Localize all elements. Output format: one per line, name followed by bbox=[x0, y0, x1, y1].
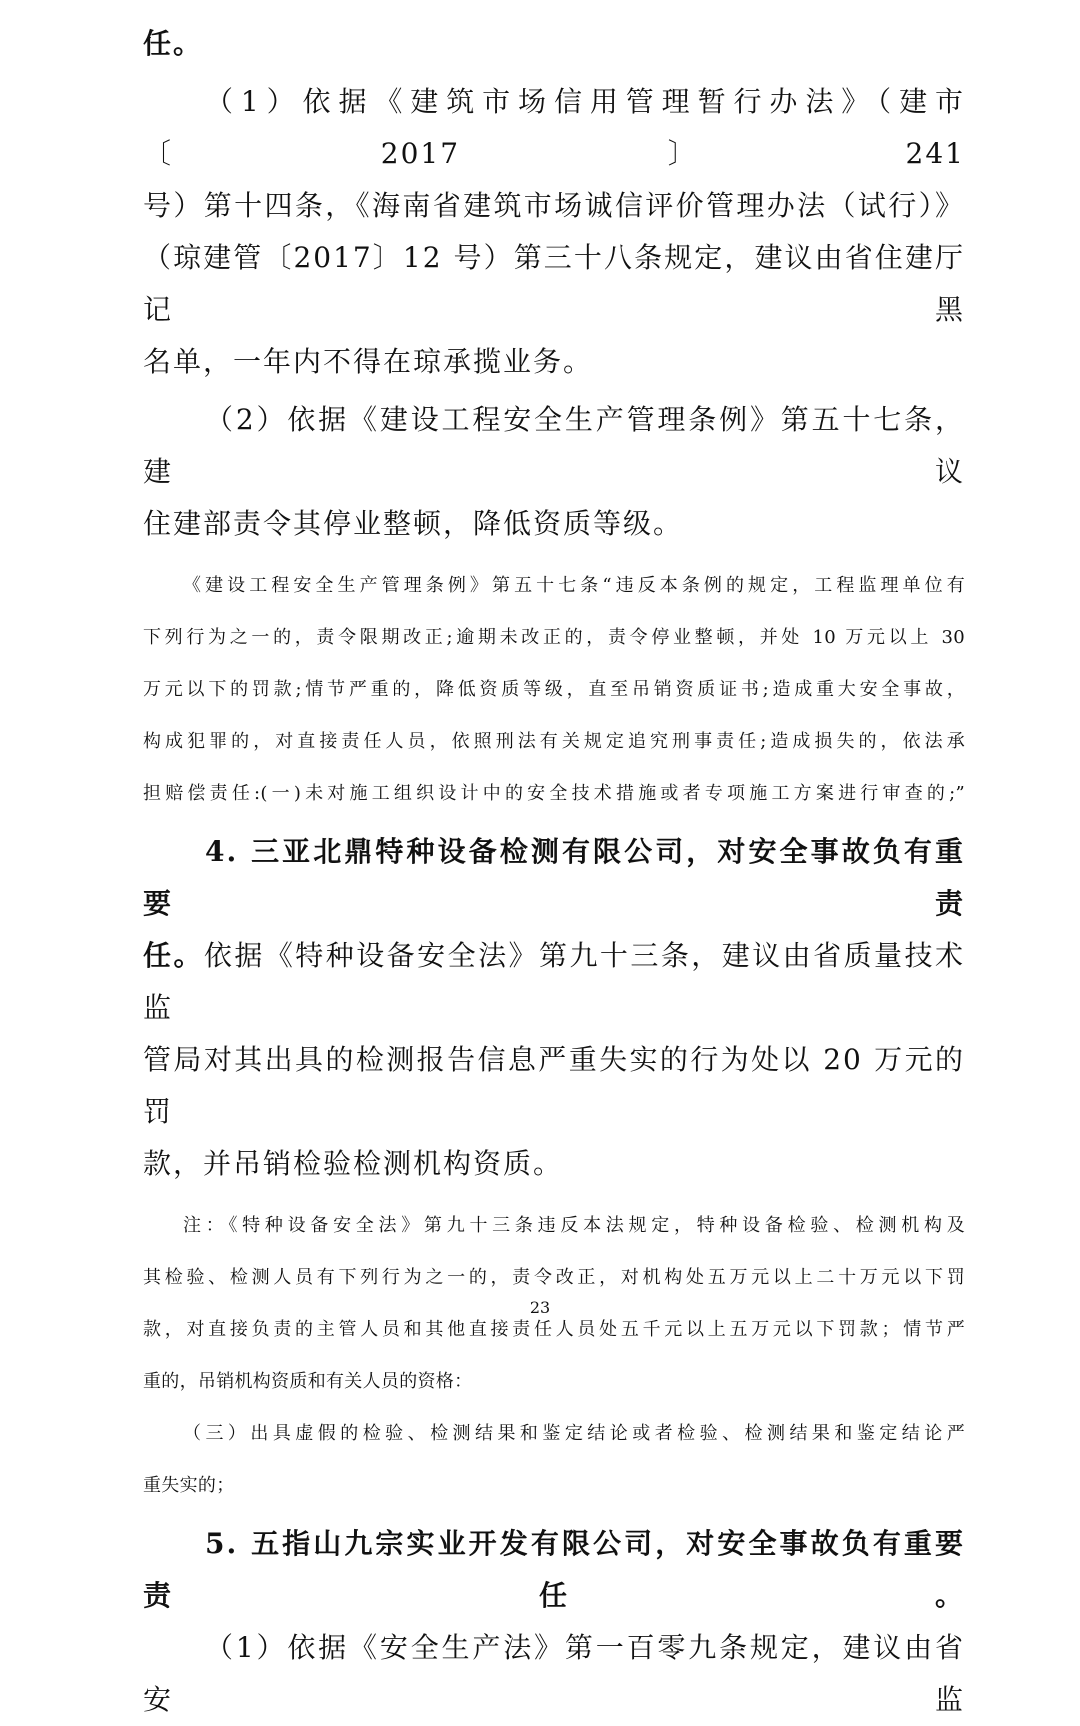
note-line: 重失实的； bbox=[143, 1475, 235, 1496]
note-line: 《建设工程安全生产管理条例》第五十七条“违反本条例的规定，工程监理单位有 bbox=[183, 575, 965, 596]
document-body bbox=[143, 18, 965, 1726]
page-number: 23 bbox=[529, 1298, 551, 1317]
text-line: 管局对其出具的检测报告信息严重失实的行为处以 20 万元的罚 bbox=[143, 1043, 965, 1128]
note-line: 下列行为之一的，责令限期改正;逾期未改正的，责令停业整顿，并处 10 万元以上 30 bbox=[143, 627, 965, 648]
text-line: （1）依据《安全生产法》第一百零九条规定，建议由省安监 bbox=[143, 1631, 965, 1716]
note-line: 万元以下的罚款;情节严重的，降低资质等级，直至吊销资质证书;造成重大安全事故， bbox=[143, 679, 965, 700]
note-line: 重的，吊销机构资质和有关人员的资格： bbox=[143, 1371, 473, 1392]
note-line: 款，对直接负责的主管人员和其他直接责任人员处五千元以上五万元以下罚款；情节严 bbox=[143, 1319, 965, 1340]
text-line: 任。依据《特种设备安全法》第九十三条，建议由省质量技术监 bbox=[143, 939, 965, 1024]
clause-1-para: （1）依据《建筑市场信用管理暂行办法》（建市〔2017〕241 bbox=[143, 85, 965, 170]
text-line: 住建部责令其停业整顿，降低资质等级。 bbox=[143, 507, 684, 540]
text-line: 号）第十四条，《海南省建筑市场诚信评价管理办法（试行）》 bbox=[143, 189, 965, 222]
section-5-heading: 5. 五指山九宗实业开发有限公司，对安全事故负有重要责任。 bbox=[143, 1527, 965, 1612]
note-line: 构成犯罪的，对直接责任人员，依照刑法有关规定追究刑事责任;造成损失的，依法承 bbox=[143, 731, 965, 752]
note-line: 其检验、检测人员有下列行为之一的，责令改正，对机构处五万元以上二十万元以下罚 bbox=[143, 1267, 965, 1288]
text-line: 名单，一年内不得在琼承揽业务。 bbox=[143, 345, 594, 378]
section-4-heading: 4. 三亚北鼎特种设备检测有限公司，对安全事故负有重要责 bbox=[143, 835, 965, 920]
text-line: （琼建管〔2017〕12 号）第三十八条规定，建议由省住建厅记黑 bbox=[143, 241, 965, 326]
text-line: 任。 bbox=[143, 27, 204, 60]
note-line: 注：《特种设备安全法》第九十三条违反本法规定，特种设备检验、检测机构及 bbox=[183, 1215, 965, 1236]
text-line: 款，并吊销检验检测机构资质。 bbox=[143, 1147, 564, 1180]
note-line: （三）出具虚假的检验、检测结果和鉴定结论或者检验、检测结果和鉴定结论严 bbox=[183, 1423, 965, 1444]
clause-2-para: （2）依据《建设工程安全生产管理条例》第五十七条，建议 bbox=[143, 403, 965, 488]
note-line: 担赔偿责任:(一)未对施工组织设计中的安全技术措施或者专项施工方案进行审查的;” bbox=[143, 783, 965, 804]
